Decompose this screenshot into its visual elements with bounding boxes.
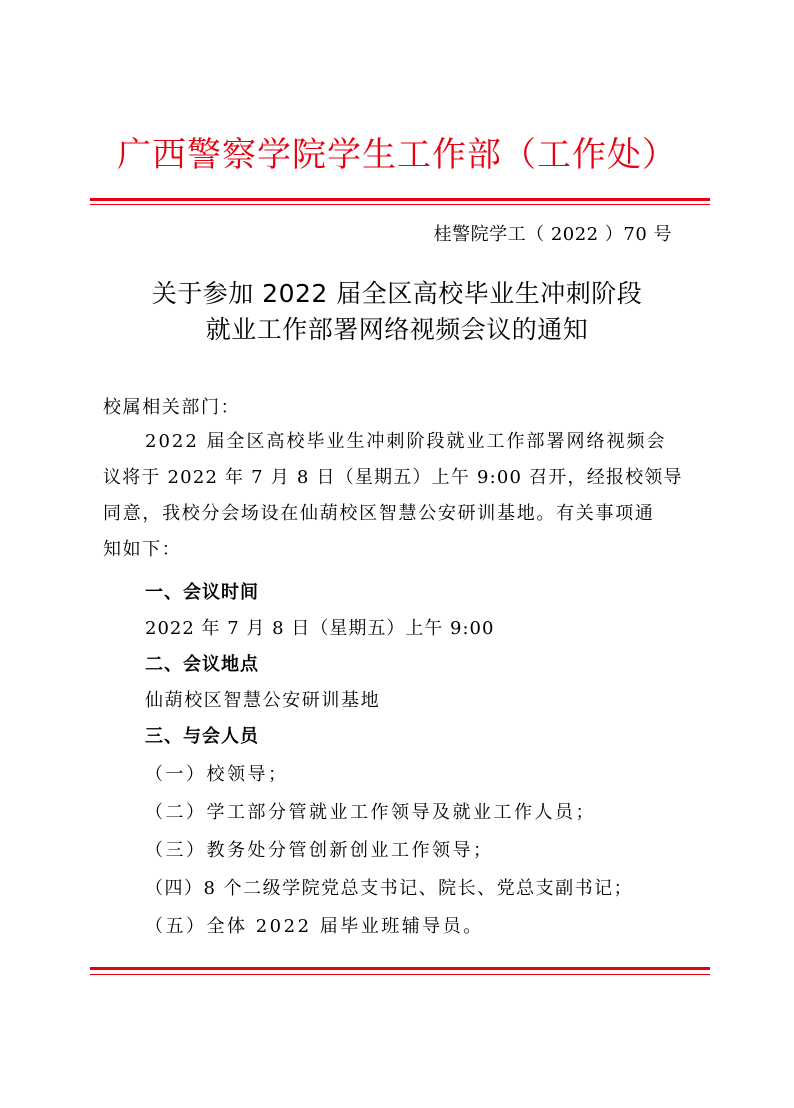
header-divider-thick [90,198,710,201]
attendee-item: （四）8 个二级学院党总支书记、院长、党总支副书记； [145,878,634,899]
section-content-time: 2022 年 7 月 8 日（星期五）上午 9:00 [145,618,495,639]
notice-title-line-2: 就业工作部署网络视频会议的通知 [205,315,589,344]
section-heading-time: 一、会议时间 [145,582,259,603]
paragraph-line: 同意，我校分会场设在仙葫校区智慧公安研训基地。有关事项通 [103,503,655,524]
attendee-item: （一）校领导； [145,764,289,785]
footer-divider-thin [90,974,710,975]
header-divider-thin [90,204,710,205]
paragraph-line: 2022 届全区高校毕业生冲刺阶段就业工作部署网络视频会 [145,431,667,452]
section-heading-attendees: 三、与会人员 [145,726,259,747]
org-header-title: 广西警察学院学生工作部（工作处） [117,135,677,175]
salutation: 校属相关部门： [103,397,241,418]
attendee-item: （五）全体 2022 届毕业班辅导员。 [145,916,484,937]
paragraph-line: 知如下： [103,539,182,560]
section-content-location: 仙葫校区智慧公安研训基地 [145,690,381,711]
notice-title-line-1: 关于参加 2022 届全区高校毕业生冲刺阶段 [151,279,643,308]
attendee-item: （二）学工部分管就业工作领导及就业工作人员； [145,802,596,823]
paragraph-line: 议将于 2022 年 7 月 8 日（星期五）上午 9:00 召开，经报校领导 [103,467,683,488]
section-heading-location: 二、会议地点 [145,654,259,675]
attendee-item: （三）教务处分管创新创业工作领导； [145,840,494,861]
document-number: 桂警院学工（ 2022 ）70 号 [433,224,672,245]
footer-divider-thick [90,967,710,970]
